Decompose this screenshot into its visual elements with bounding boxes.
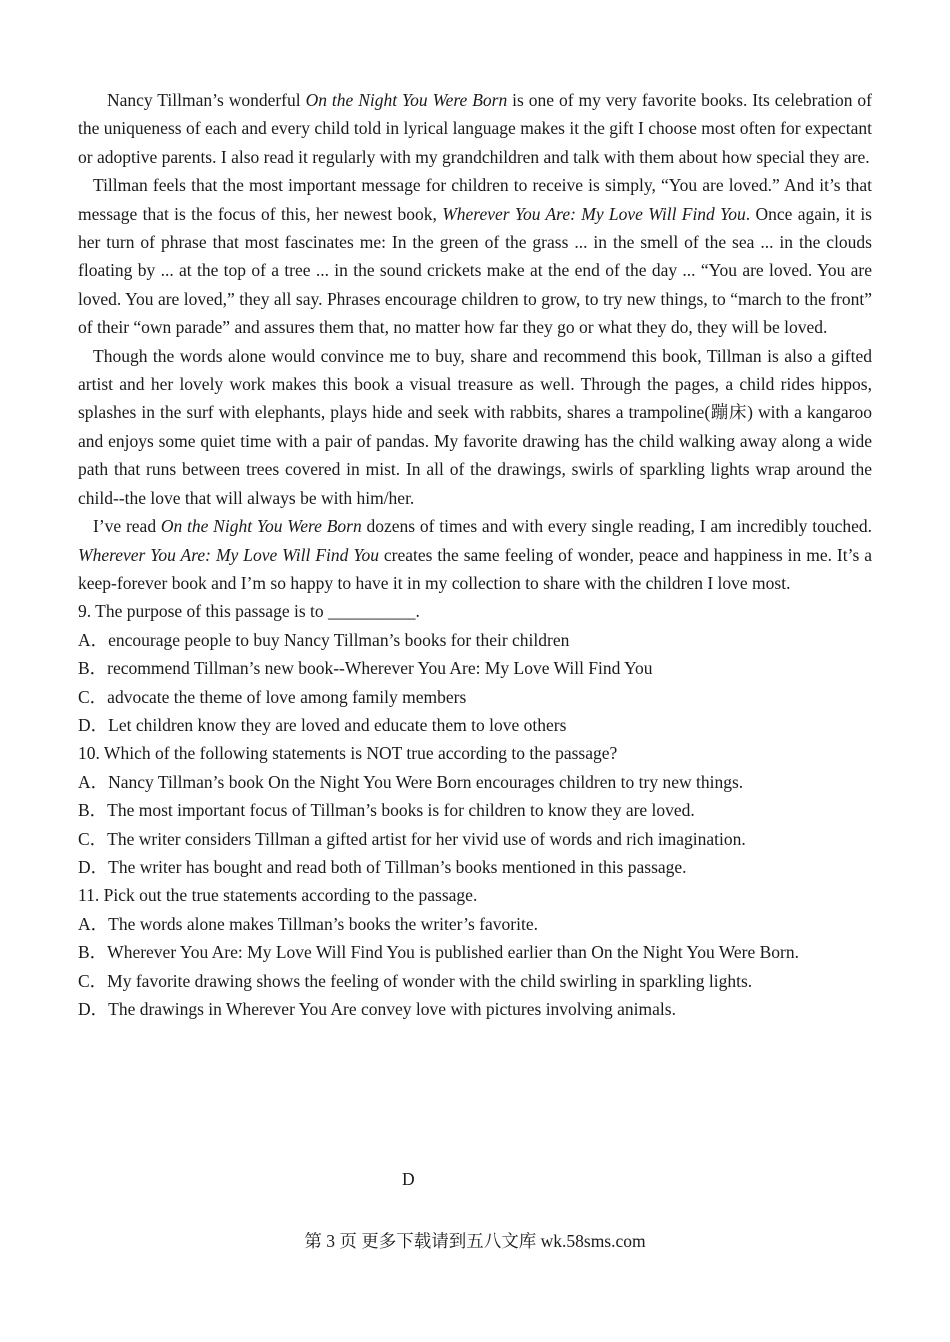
passage-paragraph-3: Though the words alone would convince me to buy, share and recommend this book, Tillman is also a gifted artist and her lovely work makes this book a visual treasure as well. Through the pages, a child rides hippos, splashes in the surf with elephants, plays hide and seek with rabbits, shares a trampoline(蹦床) with a kangaroo and enjoys some quiet time with a pair of pandas. My favorite drawing has the child walking away along a wide path that runs between trees covered in mist. In all of the drawings, swirls of sparkling lights wrap around the child--the love that will always be with him/her. xyxy=(78,345,872,508)
book-title: On the Night You Were Born xyxy=(160,516,362,537)
passage-paragraph-1 xyxy=(78,86,872,171)
question-stem: 9. The purpose of this passage is to __________. xyxy=(78,601,420,622)
answer-option: D．The writer has bought and read both of Tillman’s books mentioned in this passage. xyxy=(78,856,687,877)
book-title: Wherever You Are: My Love Will Find You xyxy=(442,203,746,224)
section-label: D xyxy=(402,1169,415,1189)
page-footer: 第 3 页 更多下载请到五八文库 wk.58sms.com xyxy=(304,1231,646,1251)
text-span: Tillman feels that the most important message for children to receive is simply, “You are loved.” And it’s that message that is the focus of this, her newest book, xyxy=(78,175,872,224)
answer-option: C．advocate the theme of love among family members xyxy=(78,686,467,707)
answer-option: B．recommend Tillman’s new book--Wherever You Are: My Love Will Find You xyxy=(78,658,653,679)
document-body xyxy=(78,86,872,1023)
text-span: creates the same feeling of wonder, peace and happiness in me. It’s a keep-forever book and I’m so happy to have it in my collection to share with the children I love most. xyxy=(78,544,872,593)
answer-option: A．The words alone makes Tillman’s books the writer’s favorite. xyxy=(78,913,538,934)
text-span: dozens of times and with every single reading, I am incredibly touched. xyxy=(361,516,872,537)
text-span: Nancy Tillman’s wonderful xyxy=(107,90,306,110)
text-span: is one of my very favorite books. Its celebration of the uniqueness of each and every child told in lyrical language makes it the gift I choose most often for expectant or adoptive parents. I also read it regularly with my grandchildren and talk with them about how special they are. xyxy=(78,90,872,167)
answer-option: A．Nancy Tillman’s book On the Night You Were Born encourages children to try new things. xyxy=(78,771,744,792)
book-title: On the Night You Were Born xyxy=(305,90,508,110)
answer-option: C．The writer considers Tillman a gifted artist for her vivid use of words and rich imagination. xyxy=(78,828,746,849)
text-span: . Once again, it is her turn of phrase that most fascinates me: In the green of the grass ... in the smell of the sea ... in the clouds floating by ... at the top of a tree ... in the sound crickets make at the end of the day ... “You are loved. You are loved. You are loved,” they all say. Phrases encourage children to grow, to try new things, to “march to the front” of their “own parade” and assures them that, no matter how far they go or what they do, they will be loved. xyxy=(78,203,872,338)
answer-option: B．The most important focus of Tillman’s books is for children to know they are loved. xyxy=(78,800,695,821)
answer-option: C．My favorite drawing shows the feeling of wonder with the child swirling in sparkling lights. xyxy=(78,970,753,991)
answer-option: B．Wherever You Are: My Love Will Find You is published earlier than On the Night You Were Born. xyxy=(78,942,800,963)
question-stem: 11. Pick out the true statements according to the passage. xyxy=(78,885,478,906)
answer-option: D．The drawings in Wherever You Are convey love with pictures involving animals. xyxy=(78,999,676,1019)
passage-paragraph-4 xyxy=(78,512,872,597)
answer-option: A．encourage people to buy Nancy Tillman’s books for their children xyxy=(78,629,570,650)
book-title: Wherever You Are: My Love Will Find You xyxy=(78,544,379,565)
question-stem: 10. Which of the following statements is NOT true according to the passage? xyxy=(78,743,618,764)
answer-option: D．Let children know they are loved and educate them to love others xyxy=(78,714,567,735)
passage-paragraph-2 xyxy=(78,171,872,341)
text-span: I’ve read xyxy=(93,516,161,537)
